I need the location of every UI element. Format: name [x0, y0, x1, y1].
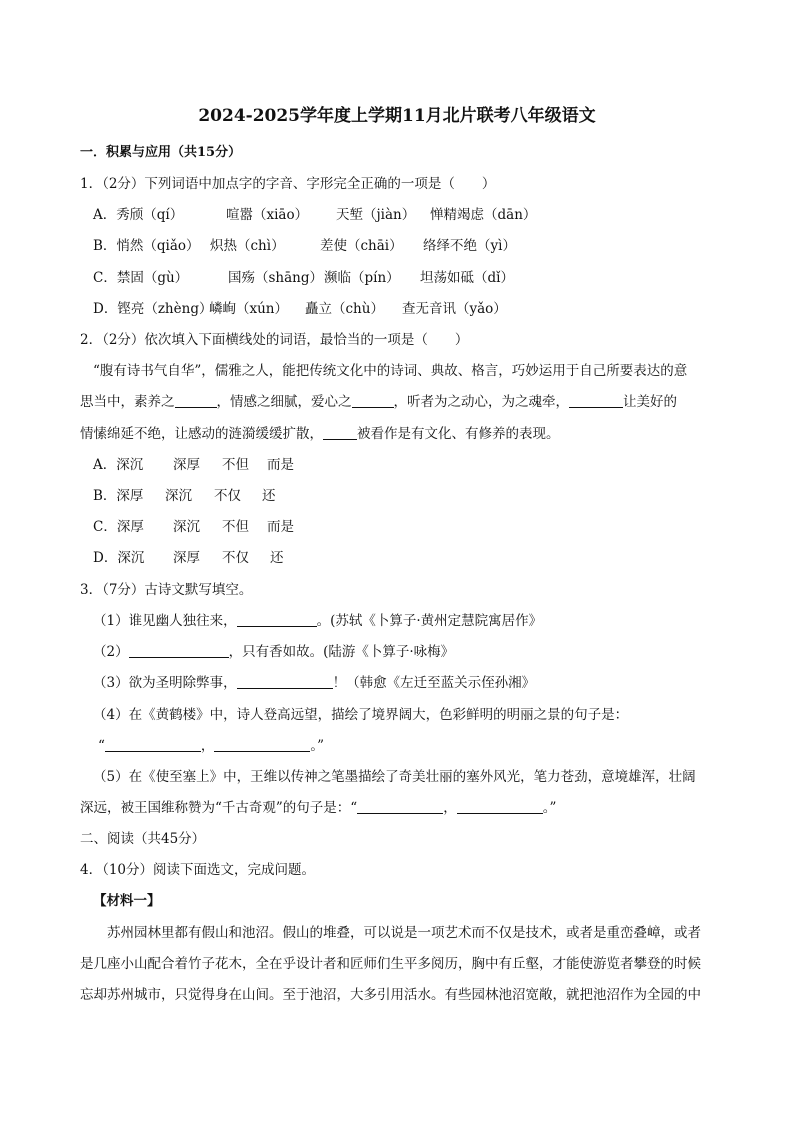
question-3-item-4-answer: “ ， 。” [98, 738, 325, 754]
question-3-item-4: （4）在《黄鹤楼》中，诗人登高远望，描绘了境界阔大，色彩鲜明的明丽之景的句子是： [93, 707, 629, 723]
question-4-stem: 4．（10分）阅读下面选文，完成问题。 [80, 862, 316, 878]
fill-blank[interactable] [457, 799, 543, 814]
question-2-passage-line: “腹有诗书气自华”，儒雅之人，能把传统文化中的诗词、典故、格言，巧妙运用于自己所要表达的意 [93, 363, 688, 379]
question-2-option-a: A．深沉 深厚 不但 而是 [93, 457, 294, 473]
question-2-passage-line: 思当中，素养之 ，情感之细腻，爱心之 ，听者为之动心，为之魂牵， 让美好的 [80, 394, 677, 410]
fill-blank[interactable] [129, 643, 229, 658]
question-2-stem: 2．（2分）依次填入下面横线处的词语，最恰当的一项是（ ） [80, 332, 469, 348]
fill-blank[interactable] [175, 393, 217, 408]
question-3-item-5-answer: 深远，被王国维称赞为“千古奇观”的句子是：“ ， 。” [80, 800, 557, 816]
question-1-option-b: B．悄然（qiǎo） 炽热（chì） 差使（chāi） 络绎不绝（yì） [93, 238, 516, 254]
reading-passage-line: 忘却苏州城市，只觉得身在山间。至于池沼，大多引用活水。有些园林池沼宽敞，就把池沼作为全园的中 [80, 987, 701, 1003]
question-3-item-3: （3）欲为圣明除弊事， ！（韩愈《左迁至蓝关示侄孙湘》 [93, 675, 536, 691]
fill-blank[interactable] [105, 737, 201, 752]
fill-blank[interactable] [357, 799, 443, 814]
question-3-item-1: （1）谁见幽人独往来， 。(苏轼《卜算子·黄州定慧院寓居作》 [93, 613, 543, 629]
question-2-option-b: B．深厚 深沉 不仅 还 [93, 488, 276, 504]
section-heading-2: 二、阅读（共45分） [80, 831, 206, 847]
question-1-option-c: C．禁固（gù） 国殇（shāng）濒临（pín） 坦荡如砥（dǐ） [93, 270, 514, 286]
question-3-item-5: （5）在《使至塞上》中，王维以传神之笔墨描绘了奇美壮丽的塞外风光，笔力苍劲，意境雄浑，壮阔 [93, 769, 696, 785]
question-3-item-2: （2） ，只有香如故。(陆游《卜算子·咏梅》 [93, 644, 455, 660]
question-2-option-d: D．深沉 深厚 不仅 还 [93, 550, 284, 566]
fill-blank[interactable] [569, 393, 623, 408]
question-1-option-a: A．秀颀（qí） 喧嚣（xiāo） 天堑（jiàn） 惮精竭虑（dān） [93, 207, 537, 223]
reading-passage-line: 苏州园林里都有假山和池沼。假山的堆叠，可以说是一项艺术而不仅是技术，或者是重峦叠嶂，或者 [107, 925, 701, 941]
question-3-stem: 3．（7分）古诗文默写填空。 [80, 582, 253, 598]
fill-blank[interactable] [352, 393, 394, 408]
reading-passage-line: 是几座小山配合着竹子花木，全在乎设计者和匠师们生平多阅历，胸中有丘壑，才能使游览者攀登的时候 [80, 956, 701, 972]
question-2-passage-line: 情愫绵延不绝，让感动的涟漪缓缓扩散， 被看作是有文化、有修养的表现。 [80, 426, 560, 442]
question-1-option-d: D．铿亮（zhèng）嶙峋（xún） 矗立（chù） 查无音讯（yǎo） [93, 301, 507, 317]
page-title: 2024-2025学年度上学期11月北片联考八年级语文 [198, 106, 596, 126]
fill-blank[interactable] [237, 612, 317, 627]
fill-blank[interactable] [214, 737, 310, 752]
question-2-option-c: C．深厚 深沉 不但 而是 [93, 519, 294, 535]
fill-blank[interactable] [323, 425, 357, 440]
material-label: 【材料一】 [93, 893, 161, 909]
question-1-stem: 1．（2分）下列词语中加点字的字音、字形完全正确的一项是（ ） [80, 176, 496, 192]
fill-blank[interactable] [237, 674, 333, 689]
section-heading-1: 一．积累与应用（共15分） [80, 145, 242, 160]
